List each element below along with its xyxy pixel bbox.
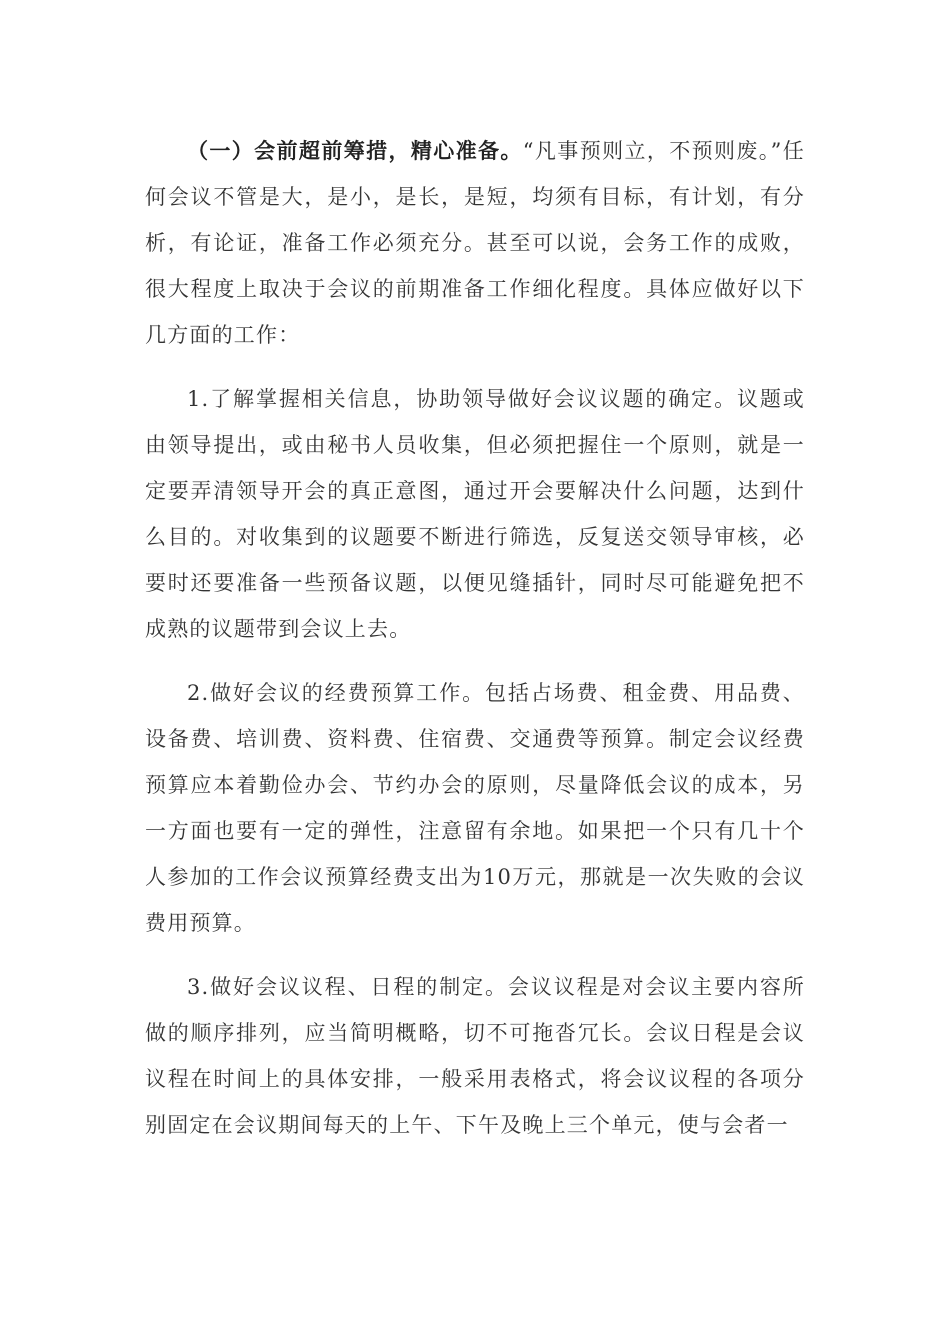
paragraph-text: 1.了解掌握相关信息，协助领导做好会议议题的确定。议题或由领导提出，或由秘书人员收集，但必须把握住一个原则，就是一定要弄清领导开会的真正意图，通过开会要解决什么问题，达到什么目的。对收集到的议题要不断进行筛选，反复送交领导审核，必要时还要准备一些预备议题，以便见缝插针，同时尽可能避免把不成熟的议题带到会议上去。 [145, 387, 805, 641]
paragraph-text: 2.做好会议的经费预算工作。包括占场费、租金费、用品费、设备费、培训费、资料费、住宿费、交通费等预算。制定会议经费预算应本着勤俭办会、节约办会的原则，尽量降低会议的成本，另一方面也要有一定的弹性，注意留有余地。如果把一个只有几十个人参加的工作会议预算经费支出为10万元，那就是一次失败的会议费用预算。 [145, 681, 805, 935]
paragraph-text: “凡事预则立，不预则废。”任何会议不管是大，是小，是长，是短，均须有目标，有计划，有分析，有论证，准备工作必须充分。甚至可以说，会务工作的成败，很大程度上取决于会议的前期准备工作细化程度。具体应做好以下几方面的工作： [145, 139, 805, 347]
paragraph-item-3 [145, 964, 805, 1148]
paragraph-section-1 [145, 128, 805, 358]
document-page [145, 128, 805, 1166]
section-heading: （一）会前超前筹措，精心准备。 [187, 138, 523, 163]
paragraph-item-2 [145, 670, 805, 946]
paragraph-text: 3.做好会议议程、日程的制定。会议议程是对会议主要内容所做的顺序排列，应当简明概略，切不可拖沓冗长。会议日程是会议议程在时间上的具体安排，一般采用表格式，将会议议程的各项分别固定在会议期间每天的上午、下午及晚上三个单元，使与会者一 [145, 975, 805, 1137]
paragraph-item-1 [145, 376, 805, 652]
